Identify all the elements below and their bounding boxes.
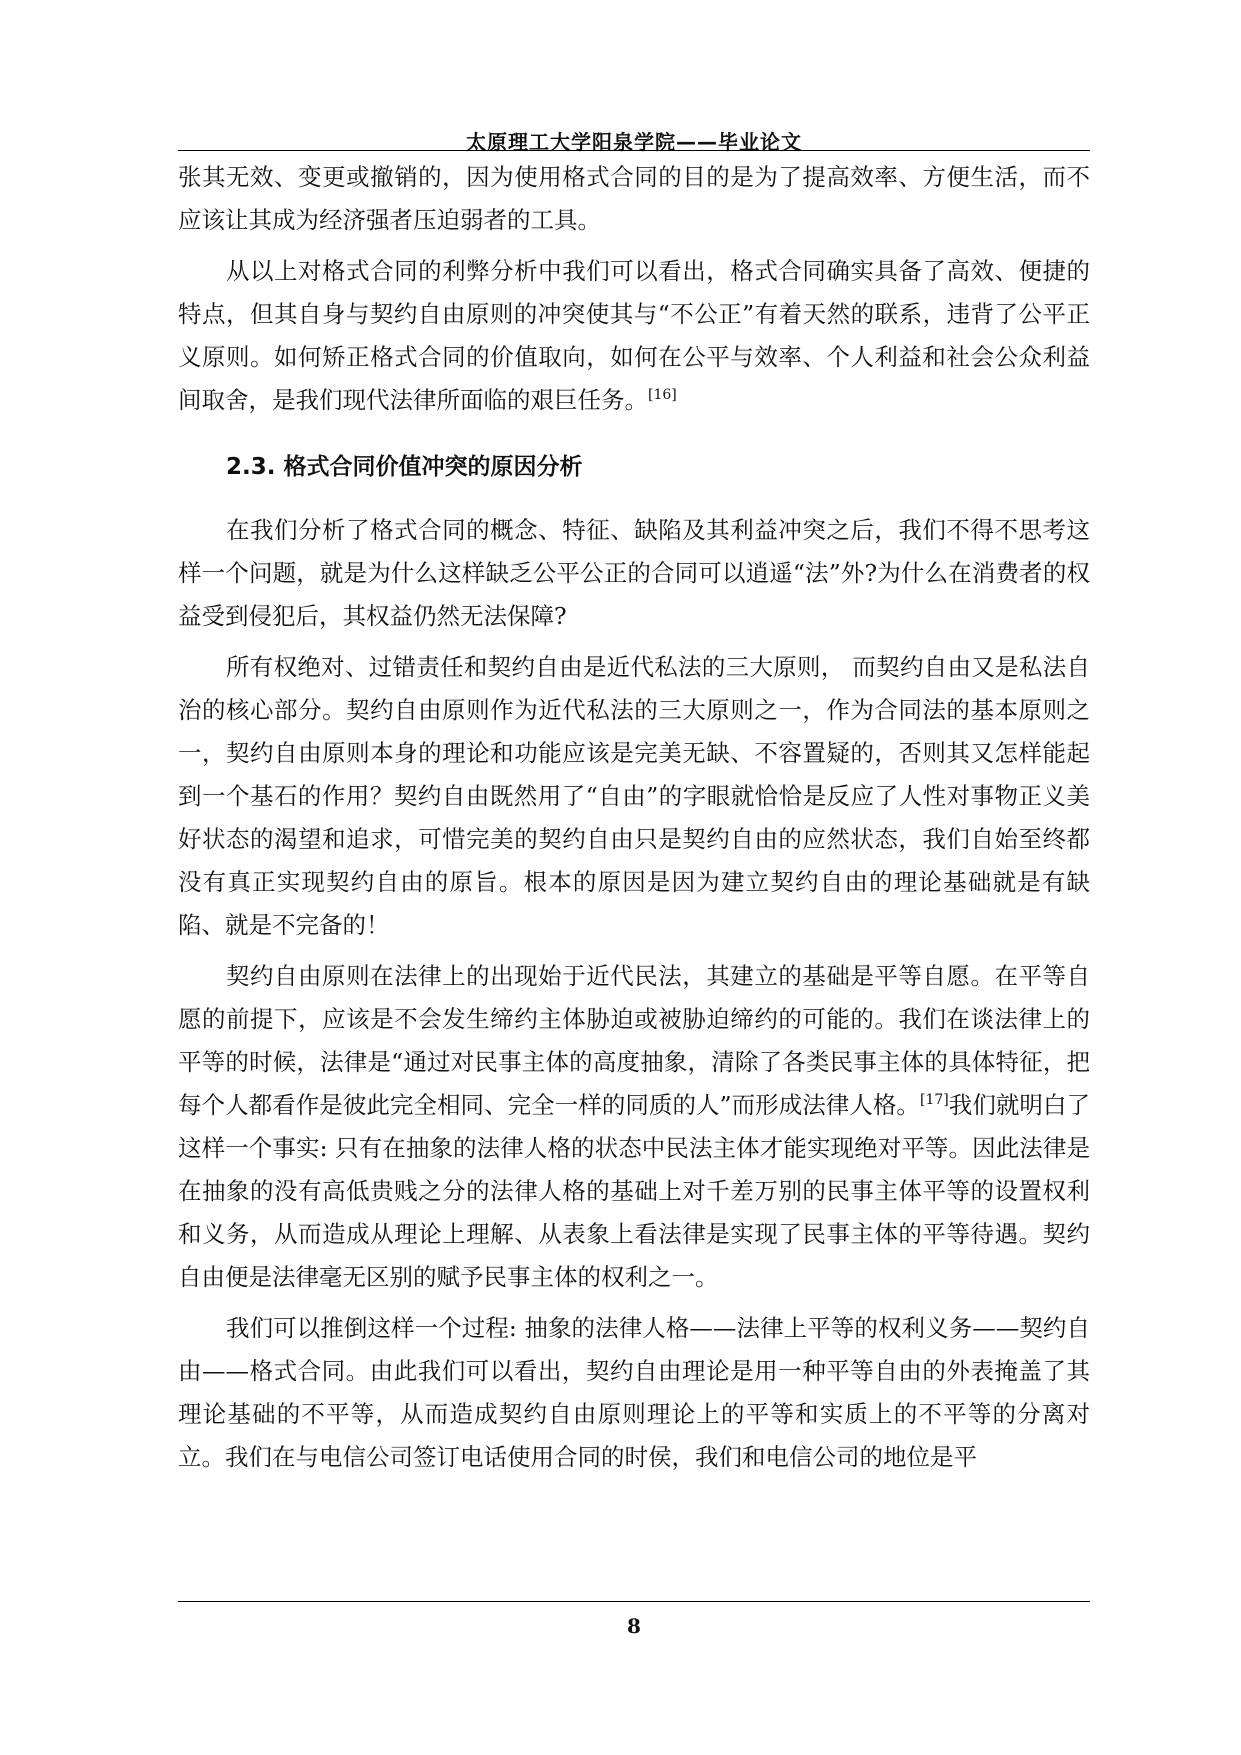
paragraph xyxy=(178,1307,1090,1479)
body-text xyxy=(178,156,1090,1487)
paragraph xyxy=(178,955,1090,1299)
running-header: 太原理工大学阳泉学院——毕业论文 xyxy=(466,130,802,154)
paragraph-text: 我们就明白了这样一个事实: 只有在抽象的法律人格的状态中民法主体才能实现绝对平等。因此法律是在抽象的没有高低贵贱之分的法律人格的基础上对千差万别的民事主体平等的设置权利和义务，从而造成从理论上理解、从表象上看法律是实现了民事主体的平等待遇。契约自由便是法律毫无区别的赋予民事主体的权利之一。 xyxy=(178,1091,1091,1291)
section-heading: 2.3. 格式合同价值冲突的原因分析 xyxy=(226,454,583,480)
paragraph-continued xyxy=(178,156,1090,242)
page-number: 8 xyxy=(627,1614,641,1638)
paragraph-text: 契约自由原则在法律上的出现始于近代民法，其建立的基础是平等自愿。在平等自愿的前提下，应该是不会发生缔约主体胁迫或被胁迫缔约的可能的。我们在谈法律上的平等的时候，法律是“通过对民事主体的高度抽象，清除了各类民事主体的具体特征，把每个人都看作是彼此完全相同、完全一样的同质的人”而形成法律人格。 xyxy=(178,962,1090,1119)
citation-ref: [17] xyxy=(919,1092,949,1109)
paragraph-text: 在我们分析了格式合同的概念、特征、缺陷及其利益冲突之后，我们不得不思考这样一个问题，就是为什么这样缺乏公平公正的合同可以逍遥“法”外?为什么在消费者的权益受到侵犯后，其权益仍然无法保障? xyxy=(178,516,1090,630)
paragraph-text: 所有权绝对、过错责任和契约自由是近代私法的三大原则， 而契约自由又是私法自治的核心部分。契约自由原则作为近代私法的三大原则之一，作为合同法的基本原则之一，契约自由原则本身的理论和功能应该是完美无缺、不容置疑的，否则其又怎样能起到一个基石的作用？契约自由既然用了“自由”的字眼就恰恰是反应了人性对事物正义美好状态的渴望和追求，可惜完美的契约自由只是契约自由的应然状态，我们自始至终都没有真正实现契约自由的原旨。根本的原因是因为建立契约自由的理论基础就是有缺陷、就是不完备的！ xyxy=(178,653,1090,939)
citation-ref: [16] xyxy=(648,387,677,404)
paragraph-text: 张其无效、变更或撤销的，因为使用格式合同的目的是为了提高效率、方便生活，而不应该让其成为经济强者压迫弱者的工具。 xyxy=(178,163,1090,234)
footer-rule xyxy=(178,1601,1090,1602)
header-rule xyxy=(178,150,1090,151)
paragraph-text: 我们可以推倒这样一个过程: 抽象的法律人格——法律上平等的权利义务——契约自由——格式合同。由此我们可以看出，契约自由理论是用一种平等自由的外表掩盖了其理论基础的不平等，从而造成契约自由原则理论上的平等和实质上的不平等的分离对立。我们在与电信公司签订电话使用合同的时侯，我们和电信公司的地位是平 xyxy=(178,1314,1090,1471)
paragraph xyxy=(178,509,1090,638)
paragraph-text: 从以上对格式合同的利弊分析中我们可以看出，格式合同确实具备了高效、便捷的特点，但其自身与契约自由原则的冲突使其与“不公正”有着天然的联系，违背了公平正义原则。如何矫正格式合同的价值取向，如何在公平与效率、个人利益和社会公众利益间取舍，是我们现代法律所面临的艰巨任务。 xyxy=(178,257,1090,414)
paragraph xyxy=(178,646,1090,947)
paragraph xyxy=(178,250,1090,422)
